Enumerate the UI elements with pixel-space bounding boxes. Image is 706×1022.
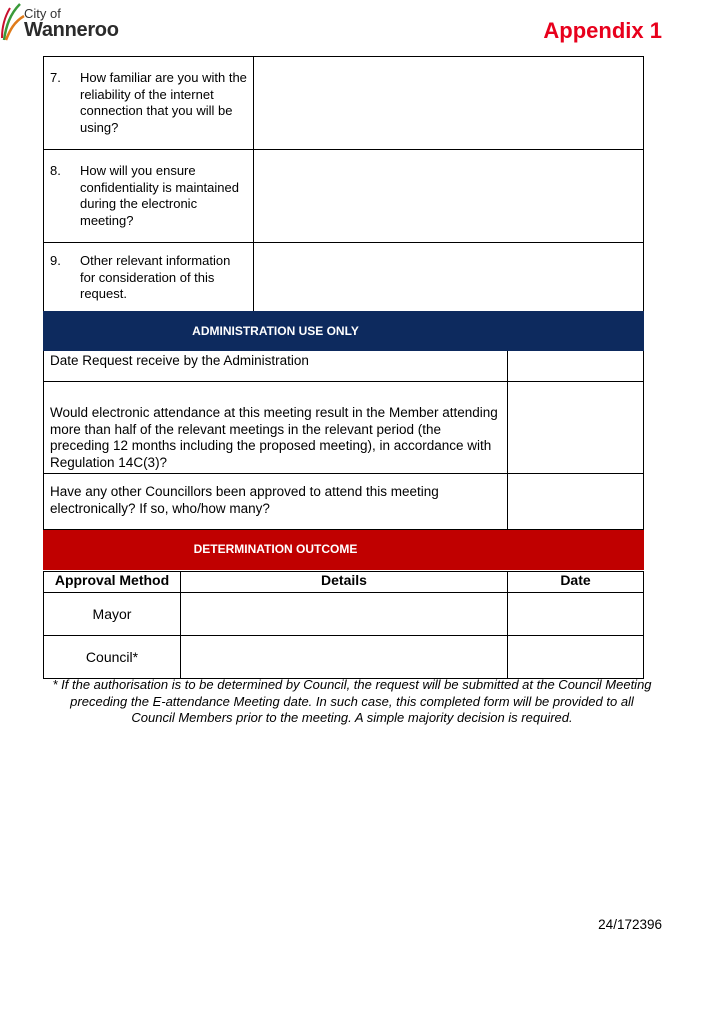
column-header-date: Date [508, 572, 644, 593]
approval-method: Council* [44, 636, 181, 679]
footnote: * If the authorisation is to be determined by Council, the request will be submitted at the Council Meeting preceding the E-attendance Meeting date. In such case, this completed form will be provided to all Council Members prior to the meeting. A simple majority decision is required. [52, 677, 652, 725]
outcome-header-row [44, 530, 644, 570]
details-field[interactable] [181, 636, 508, 679]
answer-field[interactable] [254, 57, 644, 150]
outcome-row [44, 636, 644, 679]
admin-header-row [44, 312, 644, 351]
admin-row [44, 351, 644, 382]
date-field[interactable] [508, 636, 644, 679]
logo-name-text: Wanneroo [24, 19, 119, 41]
admin-row-label: Would electronic attendance at this meeting result in the Member attending more than half of the relevant meetings in the relevant period (the preceding 12 months including the proposed meeting), in accordance with Regulation 14C(3)? [44, 382, 508, 474]
question-text: How familiar are you with the reliability of the internet connection that you will be using? [80, 70, 247, 135]
approval-method: Mayor [44, 593, 181, 636]
question-number: 7. [50, 70, 61, 85]
admin-row-label: Have any other Councillors been approved to attend this meeting electronically? If so, who/how many? [44, 474, 508, 530]
admin-heading-blank [508, 312, 644, 351]
admin-table [43, 311, 644, 570]
details-field[interactable] [181, 593, 508, 636]
admin-row-value[interactable] [508, 382, 644, 474]
appendix-title: Appendix 1 [543, 18, 662, 43]
admin-heading: ADMINISTRATION USE ONLY [44, 312, 508, 351]
admin-row-value[interactable] [508, 351, 644, 382]
question-text: How will you ensure confidentiality is maintained during the electronic meeting? [80, 163, 239, 228]
outcome-heading: DETERMINATION OUTCOME [44, 530, 508, 570]
outcome-column-headers [44, 572, 644, 593]
question-cell [44, 150, 254, 243]
question-row [44, 150, 644, 243]
document-reference: 24/172396 [598, 917, 662, 932]
question-cell [44, 243, 254, 317]
outcome-row [44, 593, 644, 636]
column-header-approval-method: Approval Method [44, 572, 181, 593]
question-cell [44, 57, 254, 150]
admin-row-value[interactable] [508, 474, 644, 530]
column-header-details: Details [181, 572, 508, 593]
date-field[interactable] [508, 593, 644, 636]
answer-field[interactable] [254, 150, 644, 243]
logo-city-text: City of [24, 6, 61, 21]
question-row [44, 57, 644, 150]
answer-field[interactable] [254, 243, 644, 317]
question-number: 8. [50, 163, 61, 178]
admin-row [44, 382, 644, 474]
logo-leaf-icon [0, 2, 26, 42]
admin-row [44, 474, 644, 530]
questions-table [43, 56, 644, 317]
city-logo [0, 2, 140, 44]
question-row [44, 243, 644, 317]
outcome-heading-blank [508, 530, 644, 570]
outcome-table [43, 571, 644, 679]
question-text: Other relevant information for consideration of this request. [80, 253, 231, 301]
admin-row-label: Date Request receive by the Administration [44, 351, 508, 382]
question-number: 9. [50, 253, 61, 268]
